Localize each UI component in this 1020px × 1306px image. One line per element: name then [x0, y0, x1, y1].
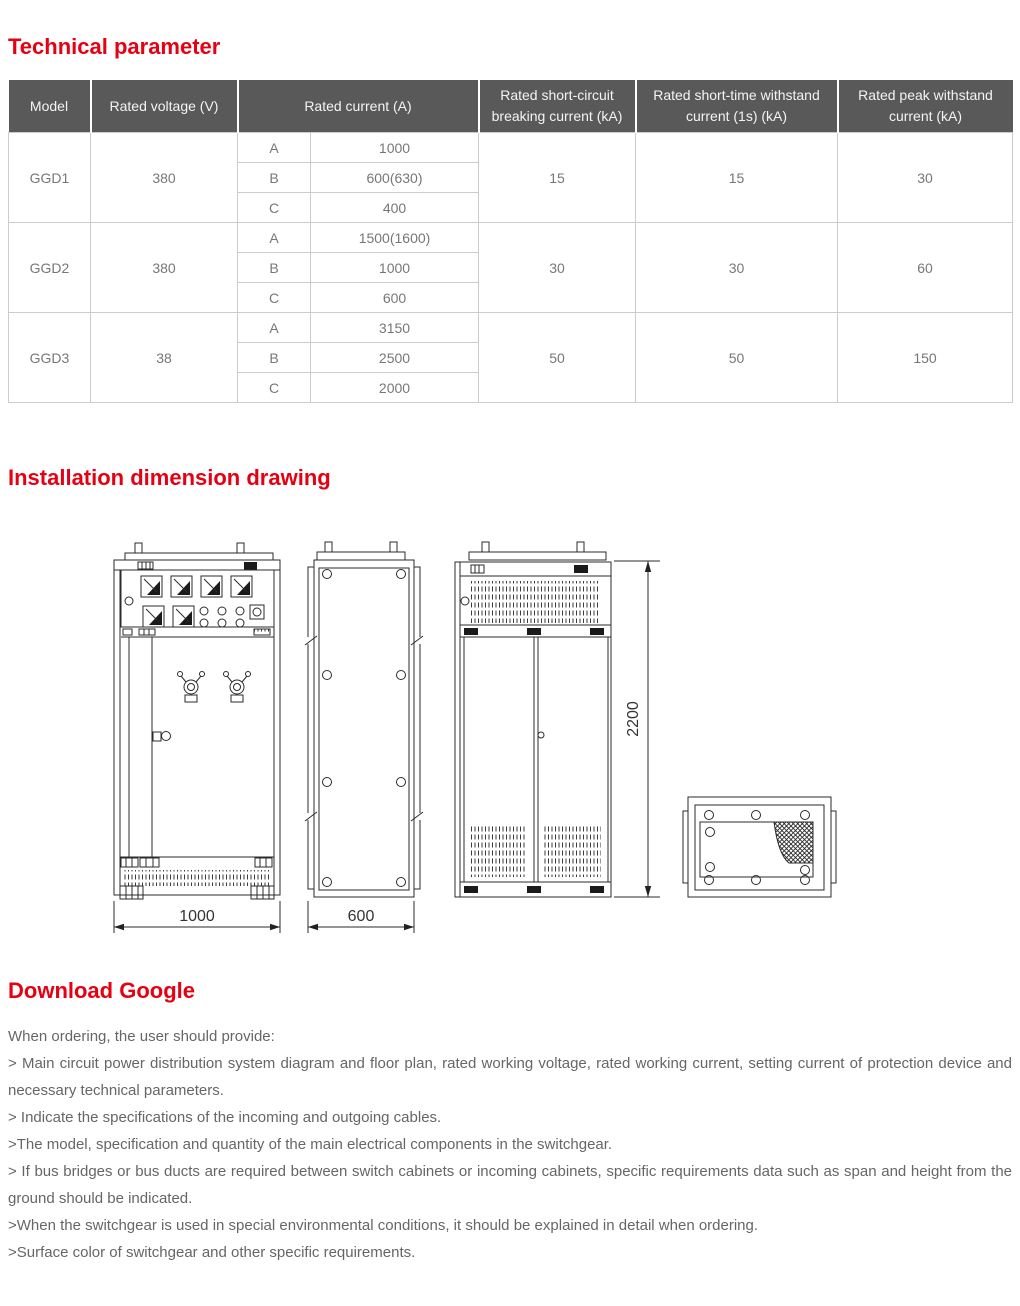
installation-drawings: [8, 529, 1012, 941]
cell-withstand: 15: [636, 133, 838, 223]
cell-current-value: 1000: [311, 133, 479, 163]
col-header-rated-current: Rated current (A): [238, 80, 479, 133]
cell-breaking: 30: [479, 223, 636, 313]
cell-breaking: 50: [479, 313, 636, 403]
ordering-instructions: [8, 1023, 1012, 1306]
table-header-row: [9, 80, 1013, 133]
table-row: [9, 223, 1013, 253]
cell-voltage: 380: [91, 223, 238, 313]
cell-peak: 60: [838, 223, 1013, 313]
dimension-label-depth: 600: [347, 908, 375, 925]
ordering-item: > Indicate the specifications of the incoming and outgoing cables.: [8, 1109, 442, 1126]
cabinet-dimension-diagram: [8, 529, 1012, 941]
ordering-item: >Surface color of switchgear and other specific requirements.: [8, 1244, 416, 1261]
cell-current-letter: C: [238, 283, 311, 313]
cell-current-letter: A: [238, 133, 311, 163]
cell-voltage: 38: [91, 313, 238, 403]
cell-model: GGD3: [9, 313, 91, 403]
side-view-drawing: [305, 542, 423, 933]
ordering-item: > Main circuit power distribution system diagram and floor plan, rated working voltage, rated working current, setting current of protection device and necessary technical parameters.: [8, 1055, 1012, 1099]
cell-withstand: 50: [636, 313, 838, 403]
cell-current-letter: B: [238, 163, 311, 193]
dimension-label-width: 1000: [179, 908, 215, 925]
cell-peak: 30: [838, 133, 1013, 223]
col-header-rated-voltage: Rated voltage (V): [91, 80, 238, 133]
ordering-intro: When ordering, the user should provide:: [8, 1028, 275, 1045]
ordering-item: > If bus bridges or bus ducts are required between switch cabinets or incoming cabinets, specific requirements data such as span and height from the ground should be indicated.: [8, 1163, 1012, 1207]
cell-current-letter: A: [238, 313, 311, 343]
ordering-item: >When the switchgear is used in special environmental conditions, it should be explained in detail when ordering.: [8, 1217, 759, 1234]
section-title-download: Download Google: [8, 978, 195, 1003]
cell-current-letter: B: [238, 253, 311, 283]
col-header-peak-current: Rated peak withstand current (kA): [838, 80, 1013, 133]
rear-view-drawing: [455, 542, 660, 897]
cell-peak: 150: [838, 313, 1013, 403]
ordering-item: >The model, specification and quantity of the main electrical components in the switchgear.: [8, 1136, 613, 1153]
table-row: [9, 133, 1013, 163]
dimension-label-height: 2200: [625, 701, 642, 737]
cell-current-letter: C: [238, 373, 311, 403]
cell-voltage: 380: [91, 133, 238, 223]
cell-current-value: 400: [311, 193, 479, 223]
cell-current-value: 600(630): [311, 163, 479, 193]
section-title-installation-drawing: Installation dimension drawing: [8, 465, 331, 490]
cell-current-value: 600: [311, 283, 479, 313]
col-header-breaking-current: Rated short-circuit breaking current (kA): [479, 80, 636, 133]
cell-current-value: 2500: [311, 343, 479, 373]
cell-current-value: 2000: [311, 373, 479, 403]
cell-current-letter: C: [238, 193, 311, 223]
table-row: [9, 313, 1013, 343]
technical-parameter-table: [8, 80, 1013, 403]
cell-breaking: 15: [479, 133, 636, 223]
front-view-drawing: [114, 543, 280, 933]
cell-model: GGD2: [9, 223, 91, 313]
cell-current-value: 1500(1600): [311, 223, 479, 253]
cell-current-letter: B: [238, 343, 311, 373]
top-view-drawing: [683, 797, 836, 897]
col-header-model: Model: [9, 80, 91, 133]
cell-current-value: 3150: [311, 313, 479, 343]
col-header-withstand-current: Rated short-time withstand current (1s) (kA): [636, 80, 838, 133]
cell-current-value: 1000: [311, 253, 479, 283]
section-title-technical-parameter: Technical parameter: [8, 34, 221, 59]
cell-model: GGD1: [9, 133, 91, 223]
cell-current-letter: A: [238, 223, 311, 253]
cell-withstand: 30: [636, 223, 838, 313]
